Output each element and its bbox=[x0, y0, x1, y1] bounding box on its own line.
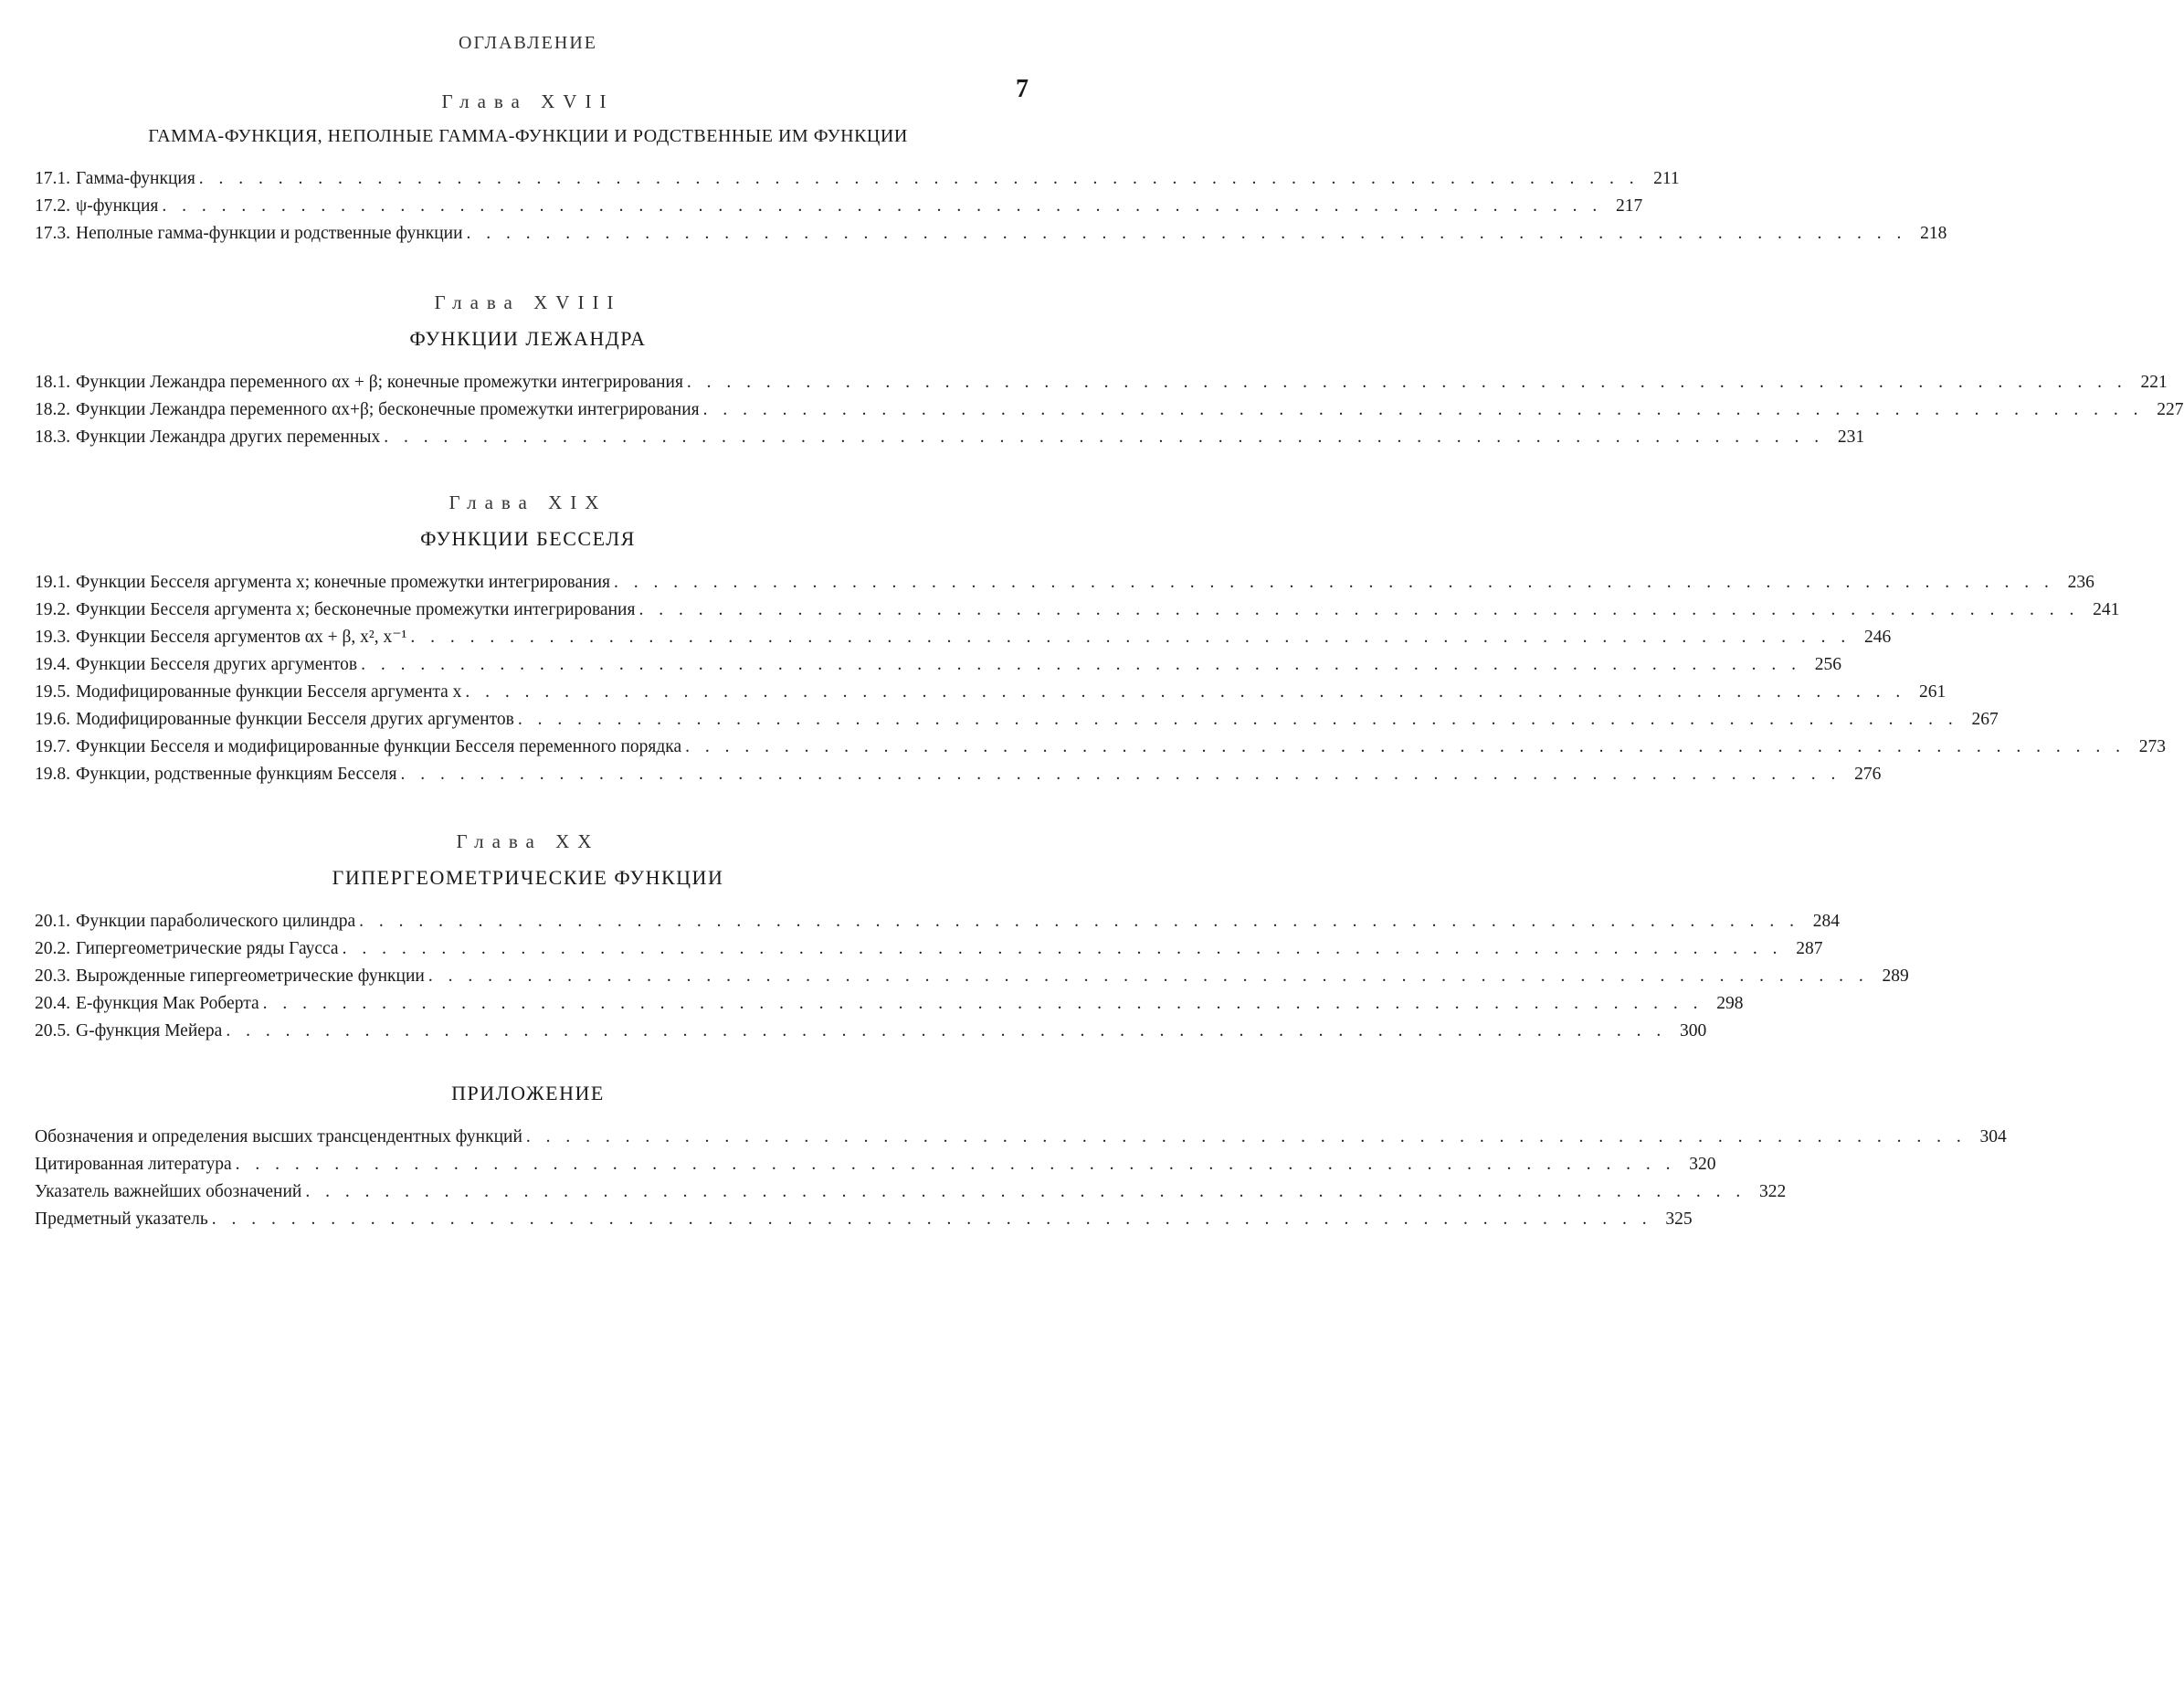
dot-leader bbox=[685, 734, 2126, 761]
dot-leader bbox=[428, 963, 1869, 990]
toc-entry[interactable] bbox=[35, 1206, 1021, 1233]
entry-page: 211 bbox=[1643, 165, 1680, 193]
entry-title: Цитированная литература bbox=[35, 1151, 232, 1178]
entry-page: 231 bbox=[1828, 424, 1864, 451]
entry-page: 298 bbox=[1706, 990, 1743, 1018]
toc-entry[interactable] bbox=[35, 1018, 1021, 1045]
toc-entry[interactable] bbox=[35, 597, 1021, 624]
toc-entry[interactable] bbox=[35, 990, 1021, 1018]
dot-leader bbox=[226, 1018, 1666, 1045]
entry-number: 19.3. bbox=[35, 624, 70, 651]
chapter-17 bbox=[35, 90, 1021, 248]
dot-leader bbox=[518, 706, 1958, 734]
entry-title: Функции Лежандра других переменных bbox=[76, 424, 380, 451]
entry-number: 18.3. bbox=[35, 424, 70, 451]
entry-title: E-функция Мак Роберта bbox=[76, 990, 259, 1018]
entry-number: 18.2. bbox=[35, 396, 70, 424]
toc-entry[interactable] bbox=[35, 624, 1021, 651]
entry-number: 19.6. bbox=[35, 706, 70, 734]
toc-entry[interactable] bbox=[35, 165, 1021, 193]
entry-page: 236 bbox=[2058, 569, 2094, 597]
entry-title: Функции Лежандра переменного αx+β; бесконечные промежутки интегрирования bbox=[76, 396, 700, 424]
entry-number: 19.7. bbox=[35, 734, 70, 761]
entry-title: ψ-функция bbox=[76, 193, 158, 220]
entry-title: Функции Бесселя аргументов αx + β, x², x⁻¹ bbox=[76, 624, 406, 651]
toc-entry[interactable] bbox=[35, 761, 1021, 788]
entry-title: Гипергеометрические ряды Гаусса bbox=[76, 935, 339, 963]
entry-page: 287 bbox=[1786, 935, 1822, 963]
dot-leader bbox=[703, 396, 2144, 424]
toc-entry[interactable] bbox=[35, 220, 1021, 248]
entry-title: Предметный указатель bbox=[35, 1206, 208, 1233]
entry-page: 273 bbox=[2129, 734, 2166, 761]
dot-leader bbox=[212, 1206, 1652, 1233]
chapter-19 bbox=[35, 491, 1021, 788]
chapter-20 bbox=[35, 830, 1021, 1045]
entry-number: 20.4. bbox=[35, 990, 70, 1018]
toc-entry[interactable] bbox=[35, 1178, 1021, 1206]
entry-page: 320 bbox=[1680, 1151, 1716, 1178]
entry-page: 325 bbox=[1656, 1206, 1693, 1233]
appendix-title: ПРИЛОЖЕНИЕ bbox=[35, 1082, 1021, 1105]
entry-number: 19.8. bbox=[35, 761, 70, 788]
dot-leader bbox=[410, 624, 1851, 651]
entry-number: 19.4. bbox=[35, 651, 70, 679]
entry-list bbox=[35, 908, 1021, 1045]
entry-title: G-функция Мейера bbox=[76, 1018, 222, 1045]
entry-page: 261 bbox=[1909, 679, 1946, 706]
toc-entry[interactable] bbox=[35, 369, 1021, 396]
chapter-title: ФУНКЦИИ ЛЕЖАНДРА bbox=[35, 327, 1021, 351]
toc-entry[interactable] bbox=[35, 679, 1021, 706]
entry-title: Функции Бесселя других аргументов bbox=[76, 651, 357, 679]
chapter-label: Глава XIX bbox=[35, 491, 1021, 514]
entry-title: Функции Бесселя аргумента x; конечные промежутки интегрирования bbox=[76, 569, 610, 597]
chapter-18 bbox=[35, 291, 1021, 451]
toc-entry[interactable] bbox=[35, 1124, 1021, 1151]
dot-leader bbox=[465, 679, 1905, 706]
toc-entry[interactable] bbox=[35, 569, 1021, 597]
toc-entry[interactable] bbox=[35, 396, 1021, 424]
toc-entry[interactable] bbox=[35, 706, 1021, 734]
entry-page: 284 bbox=[1803, 908, 1840, 935]
entry-page: 241 bbox=[2083, 597, 2119, 624]
toc-entry[interactable] bbox=[35, 424, 1021, 451]
entry-page: 267 bbox=[1962, 706, 1999, 734]
entry-page: 322 bbox=[1749, 1178, 1786, 1206]
entry-page: 218 bbox=[1910, 220, 1947, 248]
entry-page: 276 bbox=[1844, 761, 1881, 788]
entry-number: 20.1. bbox=[35, 908, 70, 935]
table-of-contents-page bbox=[35, 27, 1021, 1233]
dot-leader bbox=[467, 220, 1907, 248]
entry-number: 19.2. bbox=[35, 597, 70, 624]
dot-leader bbox=[614, 569, 2054, 597]
dot-leader bbox=[162, 193, 1602, 220]
entry-page: 221 bbox=[2131, 369, 2168, 396]
entry-page: 246 bbox=[1854, 624, 1891, 651]
entry-page: 289 bbox=[1873, 963, 1909, 990]
page-header: ОГЛАВЛЕНИЕ bbox=[35, 33, 1021, 54]
entry-title: Обозначения и определения высших трансцендентных функций bbox=[35, 1124, 522, 1151]
dot-leader bbox=[384, 424, 1824, 451]
entry-page: 217 bbox=[1606, 193, 1642, 220]
entry-title: Указатель важнейших обозначений bbox=[35, 1178, 301, 1206]
entry-title: Модифицированные функции Бесселя аргумента x bbox=[76, 679, 461, 706]
entry-list bbox=[35, 1124, 1021, 1233]
entry-title: Гамма-функция bbox=[76, 165, 195, 193]
dot-leader bbox=[359, 908, 1799, 935]
entry-title: Функции Бесселя аргумента x; бесконечные промежутки интегрирования bbox=[76, 597, 635, 624]
toc-entry[interactable] bbox=[35, 908, 1021, 935]
chapter-title: ГИПЕРГЕОМЕТРИЧЕСКИЕ ФУНКЦИИ bbox=[35, 866, 1021, 890]
dot-leader bbox=[236, 1151, 1676, 1178]
entry-title: Функции параболического цилиндра bbox=[76, 908, 355, 935]
entry-number: 17.1. bbox=[35, 165, 70, 193]
entry-title: Функции Лежандра переменного αx + β; конечные промежутки интегрирования bbox=[76, 369, 683, 396]
toc-entry[interactable] bbox=[35, 193, 1021, 220]
dot-leader bbox=[401, 761, 1841, 788]
entry-number: 17.2. bbox=[35, 193, 70, 220]
appendix bbox=[35, 1082, 1021, 1233]
chapter-label: Глава XVII bbox=[35, 90, 1021, 113]
chapter-label: Глава XX bbox=[35, 830, 1021, 853]
entry-page: 304 bbox=[1970, 1124, 2007, 1151]
toc-entry[interactable] bbox=[35, 963, 1021, 990]
toc-entry[interactable] bbox=[35, 651, 1021, 679]
toc-entry[interactable] bbox=[35, 1151, 1021, 1178]
entry-title: Модифицированные функции Бесселя других аргументов bbox=[76, 706, 514, 734]
dot-leader bbox=[526, 1124, 1967, 1151]
entry-number: 18.1. bbox=[35, 369, 70, 396]
entry-list bbox=[35, 165, 1021, 248]
entry-number: 20.3. bbox=[35, 963, 70, 990]
entry-number: 19.5. bbox=[35, 679, 70, 706]
page-number: 7 bbox=[1016, 75, 1029, 104]
chapter-title: ГАММА-ФУНКЦИЯ, НЕПОЛНЫЕ ГАММА-ФУНКЦИИ И РОДСТВЕННЫЕ ИМ ФУНКЦИИ bbox=[35, 126, 1021, 147]
entry-number: 20.5. bbox=[35, 1018, 70, 1045]
entry-title: Неполные гамма-функции и родственные функции bbox=[76, 220, 463, 248]
entry-number: 19.1. bbox=[35, 569, 70, 597]
chapter-label: Глава XVIII bbox=[35, 291, 1021, 314]
entry-page: 227 bbox=[2147, 396, 2184, 424]
dot-leader bbox=[638, 597, 2079, 624]
entry-page: 256 bbox=[1805, 651, 1841, 679]
toc-entry[interactable] bbox=[35, 734, 1021, 761]
entry-number: 20.2. bbox=[35, 935, 70, 963]
entry-number: 17.3. bbox=[35, 220, 70, 248]
entry-list bbox=[35, 369, 1021, 451]
entry-title: Вырожденные гипергеометрические функции bbox=[76, 963, 425, 990]
dot-leader bbox=[263, 990, 1704, 1018]
entry-list bbox=[35, 569, 1021, 788]
entry-page: 300 bbox=[1670, 1018, 1706, 1045]
entry-title: Функции Бесселя и модифицированные функции Бесселя переменного порядка bbox=[76, 734, 681, 761]
dot-leader bbox=[199, 165, 1640, 193]
entry-title: Функции, родственные функциям Бесселя bbox=[76, 761, 397, 788]
toc-entry[interactable] bbox=[35, 935, 1021, 963]
dot-leader bbox=[361, 651, 1801, 679]
chapter-title: ФУНКЦИИ БЕССЕЛЯ bbox=[35, 527, 1021, 551]
dot-leader bbox=[305, 1178, 1746, 1206]
dot-leader bbox=[687, 369, 2127, 396]
dot-leader bbox=[343, 935, 1783, 963]
